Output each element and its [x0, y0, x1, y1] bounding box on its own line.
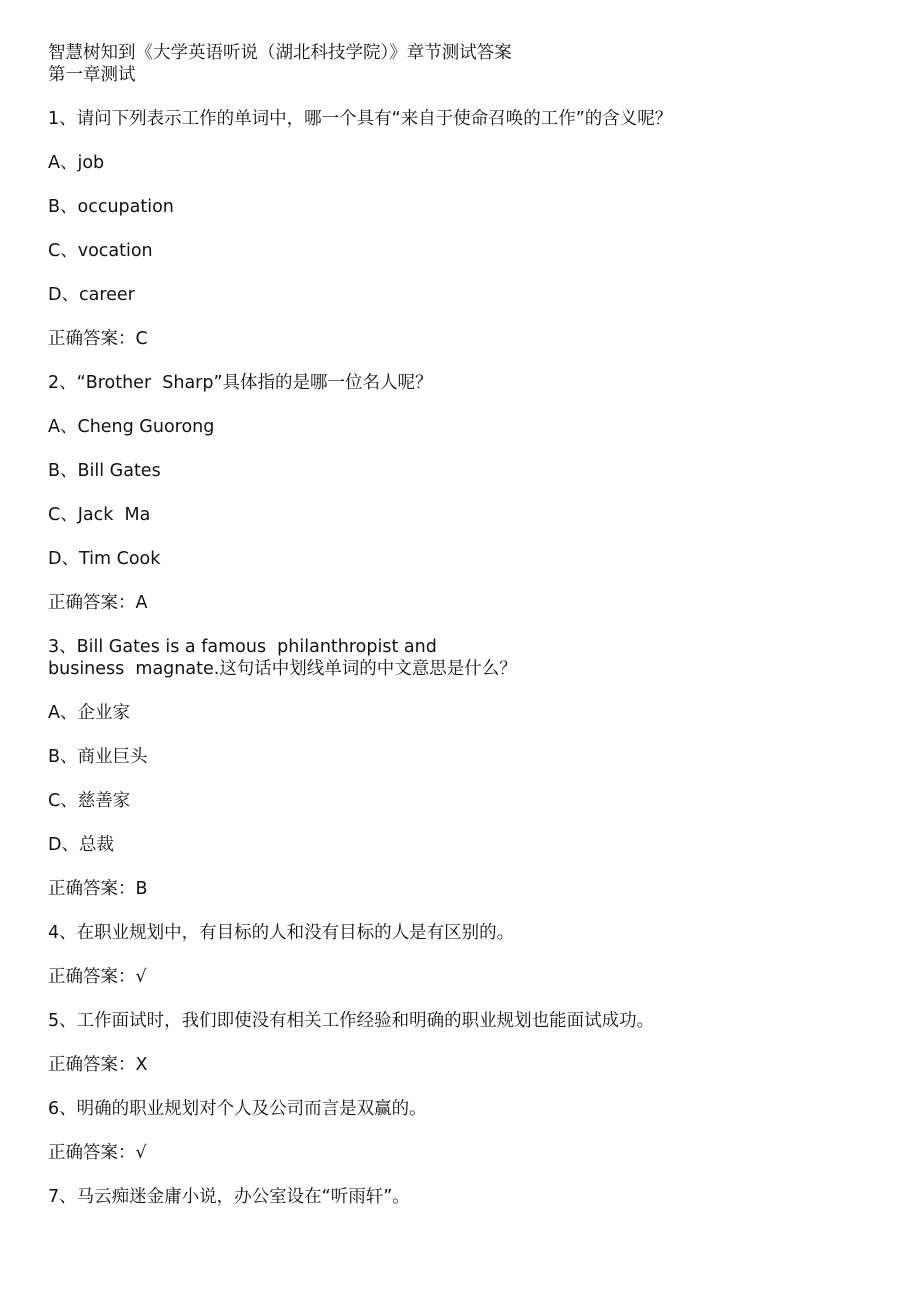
answer-option: B、商业巨头	[48, 747, 148, 767]
answer-option: D、总裁	[48, 835, 114, 855]
answer-option: C、慈善家	[48, 791, 131, 811]
answer-option: A、Cheng Guorong	[48, 417, 215, 437]
question-text: 5、工作面试时，我们即使没有相关工作经验和明确的职业规划也能面试成功。	[48, 1011, 655, 1031]
document-page	[48, 42, 888, 1230]
answer-option: B、occupation	[48, 197, 174, 217]
question-text: 1、请问下列表示工作的单词中，哪一个具有“来自于使命召唤的工作”的含义呢？	[48, 109, 673, 129]
question-text: 3、Bill Gates is a famous philanthropist and business magnate.这句话中划线单词的中文意思是什么？	[48, 637, 517, 679]
question-text: 4、在职业规划中，有目标的人和没有目标的人是有区别的。	[48, 923, 515, 943]
question-text: 7、马云痴迷金庸小说，办公室设在“听雨轩”。	[48, 1187, 410, 1207]
answer-option: C、Jack Ma	[48, 505, 151, 525]
correct-answer: 正确答案：X	[48, 1055, 148, 1075]
answer-option: A、job	[48, 153, 105, 173]
question-list	[48, 108, 888, 1208]
question-text: 6、明确的职业规划对个人及公司而言是双赢的。	[48, 1099, 427, 1119]
correct-answer: 正确答案：B	[48, 879, 148, 899]
correct-answer: 正确答案：A	[48, 593, 148, 613]
correct-answer: 正确答案：C	[48, 329, 148, 349]
question-text: 2、“Brother Sharp”具体指的是哪一位名人呢？	[48, 373, 433, 393]
answer-option: D、Tim Cook	[48, 549, 161, 569]
document-title: 智慧树知到《大学英语听说（湖北科技学院）》章节测试答案	[48, 43, 512, 63]
correct-answer: 正确答案：√	[48, 1143, 147, 1163]
answer-option: D、career	[48, 285, 135, 305]
correct-answer: 正确答案：√	[48, 967, 147, 987]
chapter-heading: 第一章测试	[48, 65, 136, 85]
answer-option: B、Bill Gates	[48, 461, 161, 481]
answer-option: A、企业家	[48, 703, 130, 723]
answer-option: C、vocation	[48, 241, 153, 261]
